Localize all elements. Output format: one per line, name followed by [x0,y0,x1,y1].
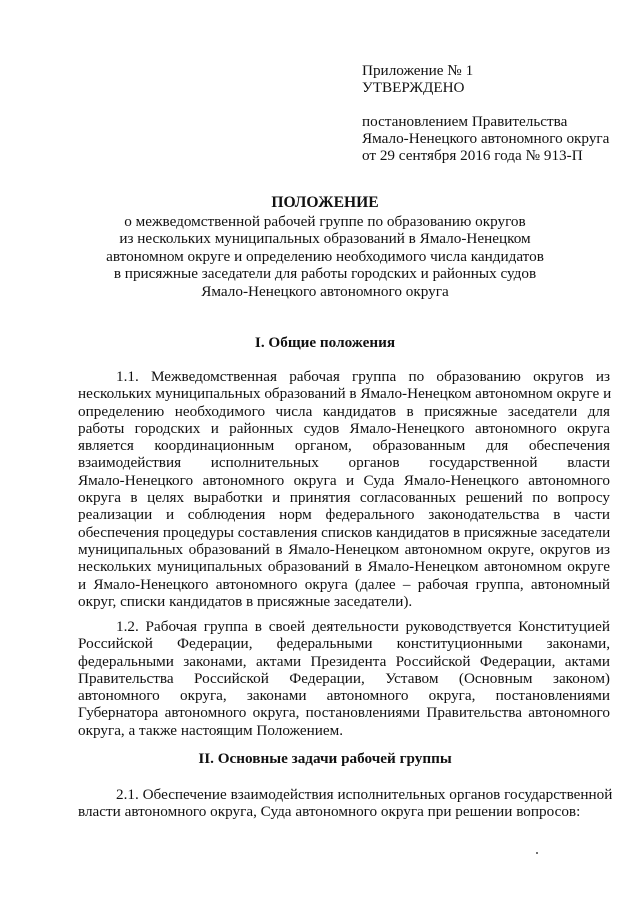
document-title: ПОЛОЖЕНИЕ [271,194,379,211]
section-heading: I. Общие положения [254,334,396,351]
decree-line: Ямало-Ненецкого автономного округа [362,130,610,147]
text-line: реализации и соблюдения норм федерального законодательства в части [78,506,610,524]
scan-speck [536,852,538,854]
appendix-label: Приложение № 1 [362,62,474,79]
title-subline: Ямало-Ненецкого автономного округа [201,282,449,300]
text-line: Ямало-Ненецкого автономного округа и Суда Ямало-Ненецкого автономного [78,471,610,489]
decree-line: постановлением Правительства [362,113,568,130]
text-line: нескольких муниципальных образований в Ямало-Ненецком автономном округе [78,558,610,576]
section-heading: II. Основные задачи рабочей группы [198,750,452,767]
text-line: власти автономного округа, Суда автономного округа при решении вопросов: [78,803,581,821]
text-line: работы городских и районных судов Ямало-Ненецкого автономного округа [78,419,610,437]
text-line: автономного округа, законами автономного округа, постановлениями [78,687,610,705]
approved-label: УТВЕРЖДЕНО [362,79,465,96]
document-title-block [60,194,590,301]
text-line: Губернатора автономного округа, постановлениями Правительства автономного [78,704,610,722]
text-line: обеспечения процедуры составления списков кандидатов в присяжные заседатели [78,523,611,541]
text-line: округа в целях выработки и принятия согласованных решений по вопросу [78,489,610,507]
title-subline: в присяжные заседатели для работы городских и районных судов [113,265,537,283]
text-line: округ, списки кандидатов в присяжные заседатели). [78,592,413,610]
text-line: федеральными законами, актами Президента Российской Федерации, актами [78,652,610,670]
text-line: 1.2. Рабочая группа в своей деятельности руководствуется Конституцией [116,618,610,635]
text-line: Правительства Российской Федерации, Уставом (Основным законом) [78,669,610,687]
text-line: и Ямало-Ненецкого автономного округа (далее – рабочая группа, автономный [78,575,610,593]
text-line: 2.1. Обеспечение взаимодействия исполнительных органов государственной [116,786,613,803]
paragraph [78,618,610,739]
text-line: является координационным органом, образованным для обеспечения [78,437,610,455]
title-subline: автономном округе и определению необходимого числа кандидатов [106,247,544,265]
approval-header [362,62,632,164]
text-line: муниципальных образований в Ямало-Ненецком автономном округе, округов из [78,540,610,558]
decree-line: от 29 сентября 2016 года № 913-П [362,147,583,164]
paragraph [78,786,613,821]
text-line: Российской Федерации, федеральными конституционными законами, [78,635,610,653]
text-line: нескольких муниципальных образований в Ямало-Ненецком автономном округе и [78,385,612,403]
title-subline: о межведомственной рабочей группе по образованию округов [124,212,526,230]
text-line: 1.1. Межведомственная рабочая группа по образованию округов из [116,368,610,385]
text-line: округа, а также настоящим Положением. [78,721,343,739]
text-line: взаимодействия исполнительных органов государственной власти [78,454,610,472]
header-spacer [362,96,632,113]
text-line: определению необходимого числа кандидатов в присяжные заседатели для [78,402,610,420]
title-subline: из нескольких муниципальных образований в Ямало-Ненецком [119,230,531,248]
paragraph [78,368,610,610]
